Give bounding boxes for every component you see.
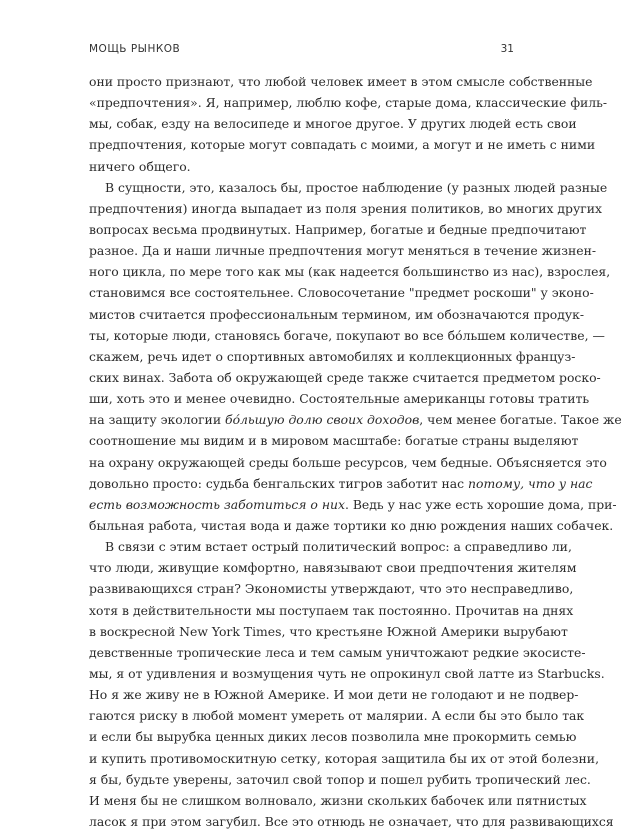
text-line: предпочтения) иногда выпадает из поля зрения политиков, во многих других	[89, 200, 603, 216]
italic-run: бо́льшую долю своих доходов	[225, 412, 420, 428]
text-run: довольно просто: судьба бенгальских тигров заботит нас	[89, 475, 469, 491]
text-line: разное. Да и наши личные предпочтения могут меняться в течение жизнен-	[89, 243, 597, 259]
text-run: на защиту экологии	[89, 412, 226, 428]
text-line: ши, хоть это и менее очевидно. Состоятельные американцы готовы тратить	[89, 391, 590, 407]
text-line: гаются риску в любой момент умереть от малярии. А если бы это было так	[89, 708, 585, 724]
text-line: соотношение мы видим и в мировом масштабе: богатые страны выделяют	[89, 433, 579, 449]
text-line: и купить противомоскитную сетку, которая защитила бы их от этой болезни,	[89, 750, 600, 766]
text-line: что люди, живущие комфортно, навязывают свои предпочтения жителям	[89, 560, 577, 576]
page-number: 31	[500, 43, 514, 55]
text-line: ских винах. Забота об окружающей среде также считается предметом роско-	[89, 369, 601, 385]
body-text	[89, 71, 622, 832]
running-header	[89, 43, 514, 59]
text-line: и если бы вырубка ценных диких лесов позволила мне прокормить семью	[89, 729, 577, 745]
text-line: И меня бы не слишком волновало, жизни скольких бабочек или пятнистых	[89, 792, 587, 808]
text-line: хотя в действительности мы поступаем так постоянно. Прочитав на днях	[89, 602, 574, 618]
text-line: на охрану окружающей среды больше ресурсов, чем бедные. Объясняется это	[89, 454, 607, 470]
text-line: ного цикла, по мере того как мы (как надеется большинство из нас), взрослея,	[89, 264, 611, 280]
text-line: мы, я от удивления и возмущения чуть не опрокинул свой латте из Starbucks.	[89, 665, 605, 681]
text-line: девственные тропические леса и тем самым уничтожают редкие экосисте-	[89, 644, 586, 660]
text-line: я бы, будьте уверены, заточил свой топор и пошел рубить тропический лес.	[89, 771, 591, 787]
text-line: они просто признают, что любой человек имеет в этом смысле собственные	[89, 74, 593, 89]
text-line	[89, 409, 622, 430]
text-line: развивающихся стран? Экономисты утверждают, что это несправедливо,	[89, 581, 574, 597]
text-line: мистов считается профессиональным термином, им обозначаются продук-	[89, 306, 585, 322]
text-line: скажем, речь идет о спортивных автомобилях и коллекционных француз-	[89, 348, 576, 364]
italic-run: потому, что у нас	[468, 475, 593, 491]
text-line: Но я же живу не в Южной Америке. И мои дети не голодают и не подвер-	[89, 687, 579, 703]
text-line: мы, собак, езду на велосипеде и многое другое. У других людей есть свои	[89, 116, 577, 132]
text-line: становимся все состоятельнее. Словосочетание "предмет роскоши" у эконо-	[89, 285, 594, 301]
text-line: в воскресной New York Times, что крестьяне Южной Америки вырубают	[89, 623, 568, 639]
text-line: ласок я при этом загубил. Все это отнюдь не означает, что для развивающихся	[89, 813, 614, 829]
text-run: , чем менее богатые. Такое же	[419, 412, 622, 428]
text-line: ничего общего.	[89, 158, 191, 174]
text-line	[89, 473, 593, 494]
text-line: В связи с этим встает острый политический вопрос: а справедливо ли,	[105, 539, 572, 555]
text-line: предпочтения, которые могут совпадать с моими, а могут и не иметь с ними	[89, 137, 596, 153]
italic-run: есть возможность заботиться о них	[89, 496, 345, 512]
text-line: вопросах весьма продвинутых. Например, богатые и бедные предпочитают	[89, 221, 587, 237]
text-line: «предпочтения». Я, например, люблю кофе, старые дома, классические филь-	[89, 95, 608, 111]
text-line: быльная работа, чистая вода и даже тортики ко дню рождения наших собачек.	[89, 517, 614, 533]
text-line: В сущности, это, казалось бы, простое наблюдение (у разных людей разные	[105, 179, 608, 195]
text-line	[89, 494, 617, 515]
text-run: . Ведь у нас уже есть хорошие дома, при-	[344, 496, 617, 512]
text-line: ты, которые люди, становясь богаче, покупают во все бо́льшем количестве, —	[89, 327, 605, 343]
running-title: МОЩЬ РЫНКОВ	[89, 43, 181, 55]
